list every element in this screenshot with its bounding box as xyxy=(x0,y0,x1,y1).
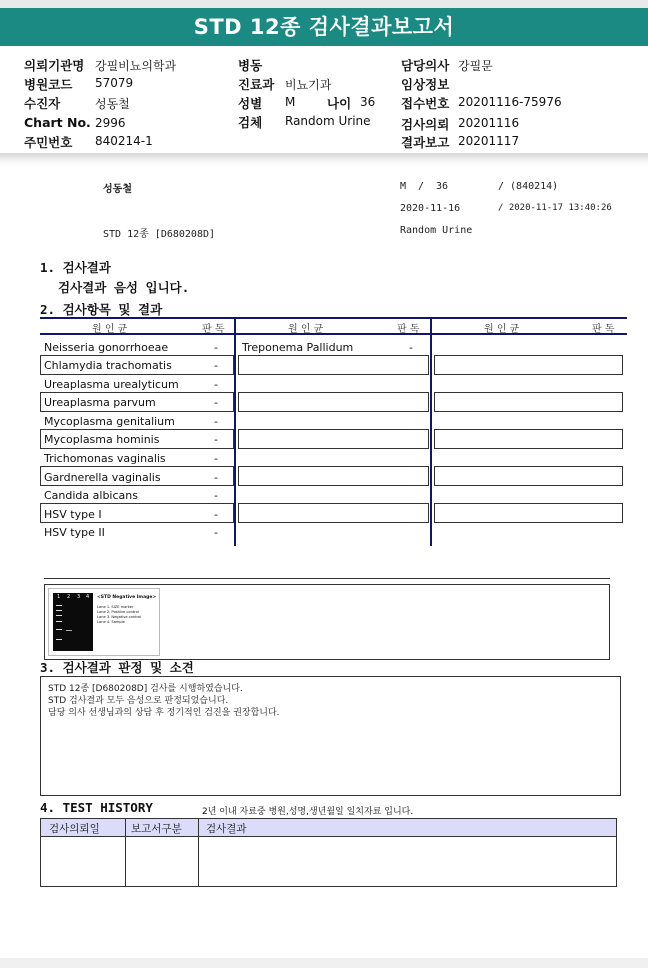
col2-result-header: 판 독 xyxy=(397,324,420,335)
gel-lane-label: 4 xyxy=(86,594,90,600)
section1-result: 검사결과 음성 입니다. xyxy=(58,280,190,295)
history-col-divider xyxy=(125,819,126,886)
doctor-label: 담당의사 xyxy=(401,58,450,73)
organism-result: - xyxy=(214,359,218,372)
request-date-label: 검사의뢰 xyxy=(401,117,450,132)
specimen-label: 검체 xyxy=(238,115,263,130)
patient-value: 성동철 xyxy=(95,97,130,111)
col1-result-header: 판 독 xyxy=(202,324,225,335)
organism-row: Candida albicans xyxy=(44,489,138,502)
receipt-no-label: 접수번호 xyxy=(401,96,450,111)
table-top-rule xyxy=(40,317,627,319)
specimen-value: Random Urine xyxy=(285,114,371,128)
section3-title: 3. 검사결과 판정 및 소견 xyxy=(40,660,194,675)
history-col-report-type: 보고서구분 xyxy=(131,823,182,835)
gel-lane-label: 1 xyxy=(57,594,61,600)
organism-row: Treponema Pallidum xyxy=(242,341,354,354)
organism-result: - xyxy=(214,489,218,502)
gel-caption xyxy=(97,605,141,625)
organism-result: - xyxy=(214,526,218,539)
organism-result: - xyxy=(214,396,218,409)
empty-row-box xyxy=(238,392,429,412)
organism-row: Trichomonas vaginalis xyxy=(44,452,166,465)
doctor-value: 강필문 xyxy=(458,59,493,73)
empty-row-box xyxy=(434,503,623,523)
gel-caption-line: Lane 4. Sample xyxy=(97,620,125,624)
patient-age: 36 xyxy=(436,181,449,192)
resident-no-label: 주민번호 xyxy=(24,135,73,150)
sex-value: M xyxy=(285,95,296,109)
column-divider-1 xyxy=(234,317,236,546)
col1-organism-header: 원 인 균 xyxy=(92,324,128,335)
resident-no-value: 840214-1 xyxy=(95,134,153,148)
empty-row-box xyxy=(434,392,623,412)
gel-separator xyxy=(44,578,610,579)
empty-row-box xyxy=(238,503,429,523)
clinical-info-label: 임상정보 xyxy=(401,77,450,92)
section1-title: 1. 검사결과 xyxy=(40,260,111,275)
gel-lane-label: 2 xyxy=(67,594,71,600)
opinion-line: 담당 의사 선생님과의 상담 후 정기적인 검진을 권장합니다. xyxy=(48,708,280,718)
opinion-line: STD 12종 [D680208D] 검사를 시행하였습니다. xyxy=(48,684,243,694)
empty-row-box xyxy=(434,466,623,486)
gel-caption-title: <STD Negative Image> xyxy=(97,595,157,600)
ward-label: 병동 xyxy=(238,58,263,73)
department-label: 진료과 xyxy=(238,77,275,92)
page-top-edge xyxy=(0,0,648,8)
organism-row: Ureaplasma urealyticum xyxy=(44,378,179,391)
age-value: 36 xyxy=(360,95,376,109)
organism-result: - xyxy=(409,341,413,354)
gel-caption-line: Lane 3. Negative control xyxy=(97,615,142,619)
age-label: 나이 xyxy=(327,96,352,111)
empty-row-box xyxy=(238,466,429,486)
hospital-code-value: 57079 xyxy=(95,76,134,90)
organism-result: - xyxy=(214,341,218,354)
organism-result: - xyxy=(214,471,218,484)
history-col-result: 검사결과 xyxy=(206,823,247,835)
test-specimen: Random Urine xyxy=(400,225,473,236)
table-header-rule xyxy=(40,333,627,335)
report-date-label: 결과보고 xyxy=(401,135,450,150)
history-header-row xyxy=(41,819,616,837)
opinion-text xyxy=(48,683,280,719)
report-date-value: 20201117 xyxy=(458,134,520,148)
test-name: STD 12종 [D680208D] xyxy=(103,229,216,240)
empty-row-box xyxy=(238,429,429,449)
section2-title: 2. 검사항목 및 결과 xyxy=(40,302,163,317)
col3-result-header: 판 독 xyxy=(592,324,615,335)
hospital-code-label: 병원코드 xyxy=(24,77,73,92)
request-date-value: 20201116 xyxy=(458,116,520,130)
opinion-line: STD 검사결과 모두 음성으로 판정되었습니다. xyxy=(48,696,229,706)
organism-row: Ureaplasma parvum xyxy=(44,396,156,409)
chart-no-label: Chart No. xyxy=(24,115,91,130)
sample-date: 2020-11-16 xyxy=(400,203,461,214)
gel-lane-label: 3 xyxy=(77,594,81,600)
organism-result: - xyxy=(214,433,218,446)
receipt-no-value: 20201116-75976 xyxy=(458,95,562,109)
hospital-name-value: 강필비뇨의학과 xyxy=(95,59,177,73)
department-value: 비뇨기과 xyxy=(285,78,332,92)
patient-sex: M xyxy=(400,181,407,192)
patient-label: 수진자 xyxy=(24,96,61,111)
report-title: STD 12종 검사결과보고서 xyxy=(0,8,648,46)
page-bottom-edge xyxy=(0,958,648,968)
organism-result: - xyxy=(214,508,218,521)
organism-row: Gardnerella vaginalis xyxy=(44,471,161,484)
col3-organism-header: 원 인 균 xyxy=(484,324,520,335)
organism-row: Mycoplasma genitalium xyxy=(44,415,175,428)
organism-row: HSV type II xyxy=(44,526,105,539)
organism-row: Chlamydia trachomatis xyxy=(44,359,172,372)
organism-row: Neisseria gonorrhoeae xyxy=(44,341,169,354)
history-col-request-date: 검사의뢰일 xyxy=(49,823,100,835)
gel-caption-line: Lane 1. SIZE marker xyxy=(97,605,134,609)
patient-sep: / xyxy=(418,181,425,192)
chart-no-value: 2996 xyxy=(95,116,126,130)
organism-result: - xyxy=(214,452,218,465)
empty-row-box xyxy=(434,429,623,449)
section4-title: 4. TEST HISTORY xyxy=(40,800,153,815)
history-col-divider xyxy=(198,819,199,886)
patient-name: 성동철 xyxy=(103,184,132,195)
col2-organism-header: 원 인 균 xyxy=(288,324,324,335)
organism-row: HSV type I xyxy=(44,508,102,521)
hospital-name-label: 의뢰기관명 xyxy=(24,58,85,73)
column-divider-2 xyxy=(430,317,432,546)
organism-result: - xyxy=(214,378,218,391)
gel-caption-line: Lane 2. Positive control xyxy=(97,610,139,614)
patient-id: / (840214) xyxy=(498,181,559,192)
empty-row-box xyxy=(238,355,429,375)
gel-image-panel xyxy=(48,588,160,656)
history-table xyxy=(40,818,617,887)
organism-result: - xyxy=(214,415,218,428)
organism-row: Mycoplasma hominis xyxy=(44,433,160,446)
report-datetime: / 2020-11-17 13:40:26 xyxy=(498,203,612,213)
sex-label: 성별 xyxy=(238,96,263,111)
history-note: 2년 이내 자료중 병원,성명,생년월일 일치자료 입니다. xyxy=(202,807,414,817)
header-divider xyxy=(0,153,648,167)
empty-row-box xyxy=(434,355,623,375)
gel-image xyxy=(53,593,93,651)
